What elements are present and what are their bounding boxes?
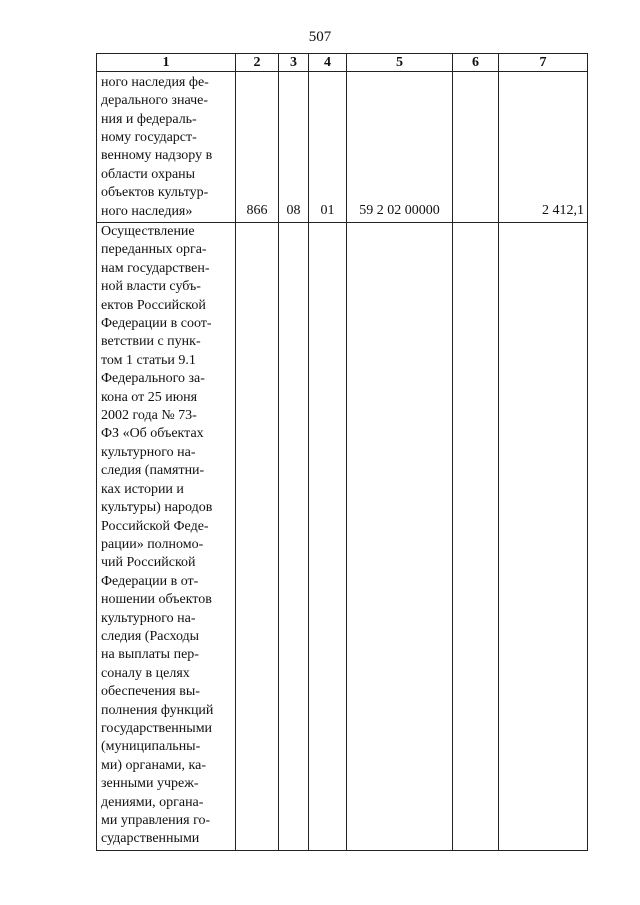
description-line: Федерального за- bbox=[101, 371, 205, 387]
amount-value bbox=[499, 223, 588, 851]
column-header-2: 2 bbox=[236, 54, 279, 72]
column-header-6: 6 bbox=[453, 54, 499, 72]
amount-value: 2 412,1 bbox=[499, 72, 588, 223]
description-line: венному надзору в bbox=[101, 148, 213, 164]
description-line: чий Российской bbox=[101, 555, 196, 571]
subsection-code: 01 bbox=[309, 72, 347, 223]
description-line: ках истории и bbox=[101, 481, 184, 497]
description-line: соналу в целях bbox=[101, 665, 190, 681]
description-line: ми управления го- bbox=[101, 813, 211, 828]
description-line: полнения функций bbox=[101, 702, 214, 718]
description-line: ной власти субъ- bbox=[101, 279, 201, 295]
description-line: на выплаты пер- bbox=[101, 647, 199, 663]
description-line: дениями, органа- bbox=[101, 794, 204, 810]
description-line: ного наследия фе- bbox=[101, 74, 209, 90]
description-line: культурного на- bbox=[101, 444, 196, 460]
description-line: ния и федераль- bbox=[101, 111, 197, 127]
expense-type-code bbox=[453, 223, 499, 851]
row-description bbox=[97, 72, 236, 223]
table-row bbox=[97, 223, 588, 851]
budget-table bbox=[96, 53, 588, 851]
table-row bbox=[97, 72, 588, 223]
description-line: обеспечения вы- bbox=[101, 684, 200, 700]
description-line: Осуществление bbox=[101, 224, 195, 239]
description-line: том 1 статьи 9.1 bbox=[101, 352, 196, 368]
expense-type-code bbox=[453, 72, 499, 223]
description-line: ектов Российской bbox=[101, 297, 206, 313]
description-line: области охраны bbox=[101, 166, 196, 182]
description-line: ветствии с пунк- bbox=[101, 334, 201, 350]
description-line: ного наследия» bbox=[101, 203, 193, 219]
target-article-code bbox=[347, 223, 453, 851]
description-line: переданных орга- bbox=[101, 242, 207, 258]
section-code bbox=[279, 223, 309, 851]
description-line: следия (Расходы bbox=[101, 628, 200, 644]
description-line: кона от 25 июня bbox=[101, 389, 198, 405]
subsection-code bbox=[309, 223, 347, 851]
column-header-1: 1 bbox=[97, 54, 236, 72]
description-line: Федерации в от- bbox=[101, 573, 199, 589]
description-line: сударственными bbox=[101, 831, 200, 847]
description-line: ми) органами, ка- bbox=[101, 757, 206, 773]
description-line: объектов культур- bbox=[101, 185, 209, 201]
description-line: дерального значе- bbox=[101, 93, 209, 109]
description-line: следия (памятни- bbox=[101, 463, 205, 479]
target-article-code: 59 2 02 00000 bbox=[347, 72, 453, 223]
description-line: культуры) народов bbox=[101, 500, 213, 516]
row-description bbox=[97, 223, 236, 851]
description-line: Федерации в соот- bbox=[101, 316, 212, 332]
description-line: рации» полномо- bbox=[101, 536, 204, 552]
column-header-7: 7 bbox=[499, 54, 588, 72]
ministry-code bbox=[236, 223, 279, 851]
description-line: 2002 года № 73- bbox=[101, 408, 197, 424]
section-code: 08 bbox=[279, 72, 309, 223]
description-line: (муниципальны- bbox=[101, 739, 201, 755]
description-line: ФЗ «Об объектах bbox=[101, 426, 204, 442]
description-line: ному государст- bbox=[101, 129, 197, 145]
description-line: Российской Феде- bbox=[101, 518, 209, 534]
column-header-5: 5 bbox=[347, 54, 453, 72]
column-header-4: 4 bbox=[309, 54, 347, 72]
column-header-3: 3 bbox=[279, 54, 309, 72]
description-line: государственными bbox=[101, 720, 213, 736]
description-line: ношении объектов bbox=[101, 592, 212, 608]
description-line: культурного на- bbox=[101, 610, 196, 626]
header-row bbox=[97, 54, 588, 72]
description-line: нам государствен- bbox=[101, 260, 210, 276]
ministry-code: 866 bbox=[236, 72, 279, 223]
page-number: 507 bbox=[308, 29, 332, 45]
description-line: зенными учреж- bbox=[101, 776, 199, 792]
